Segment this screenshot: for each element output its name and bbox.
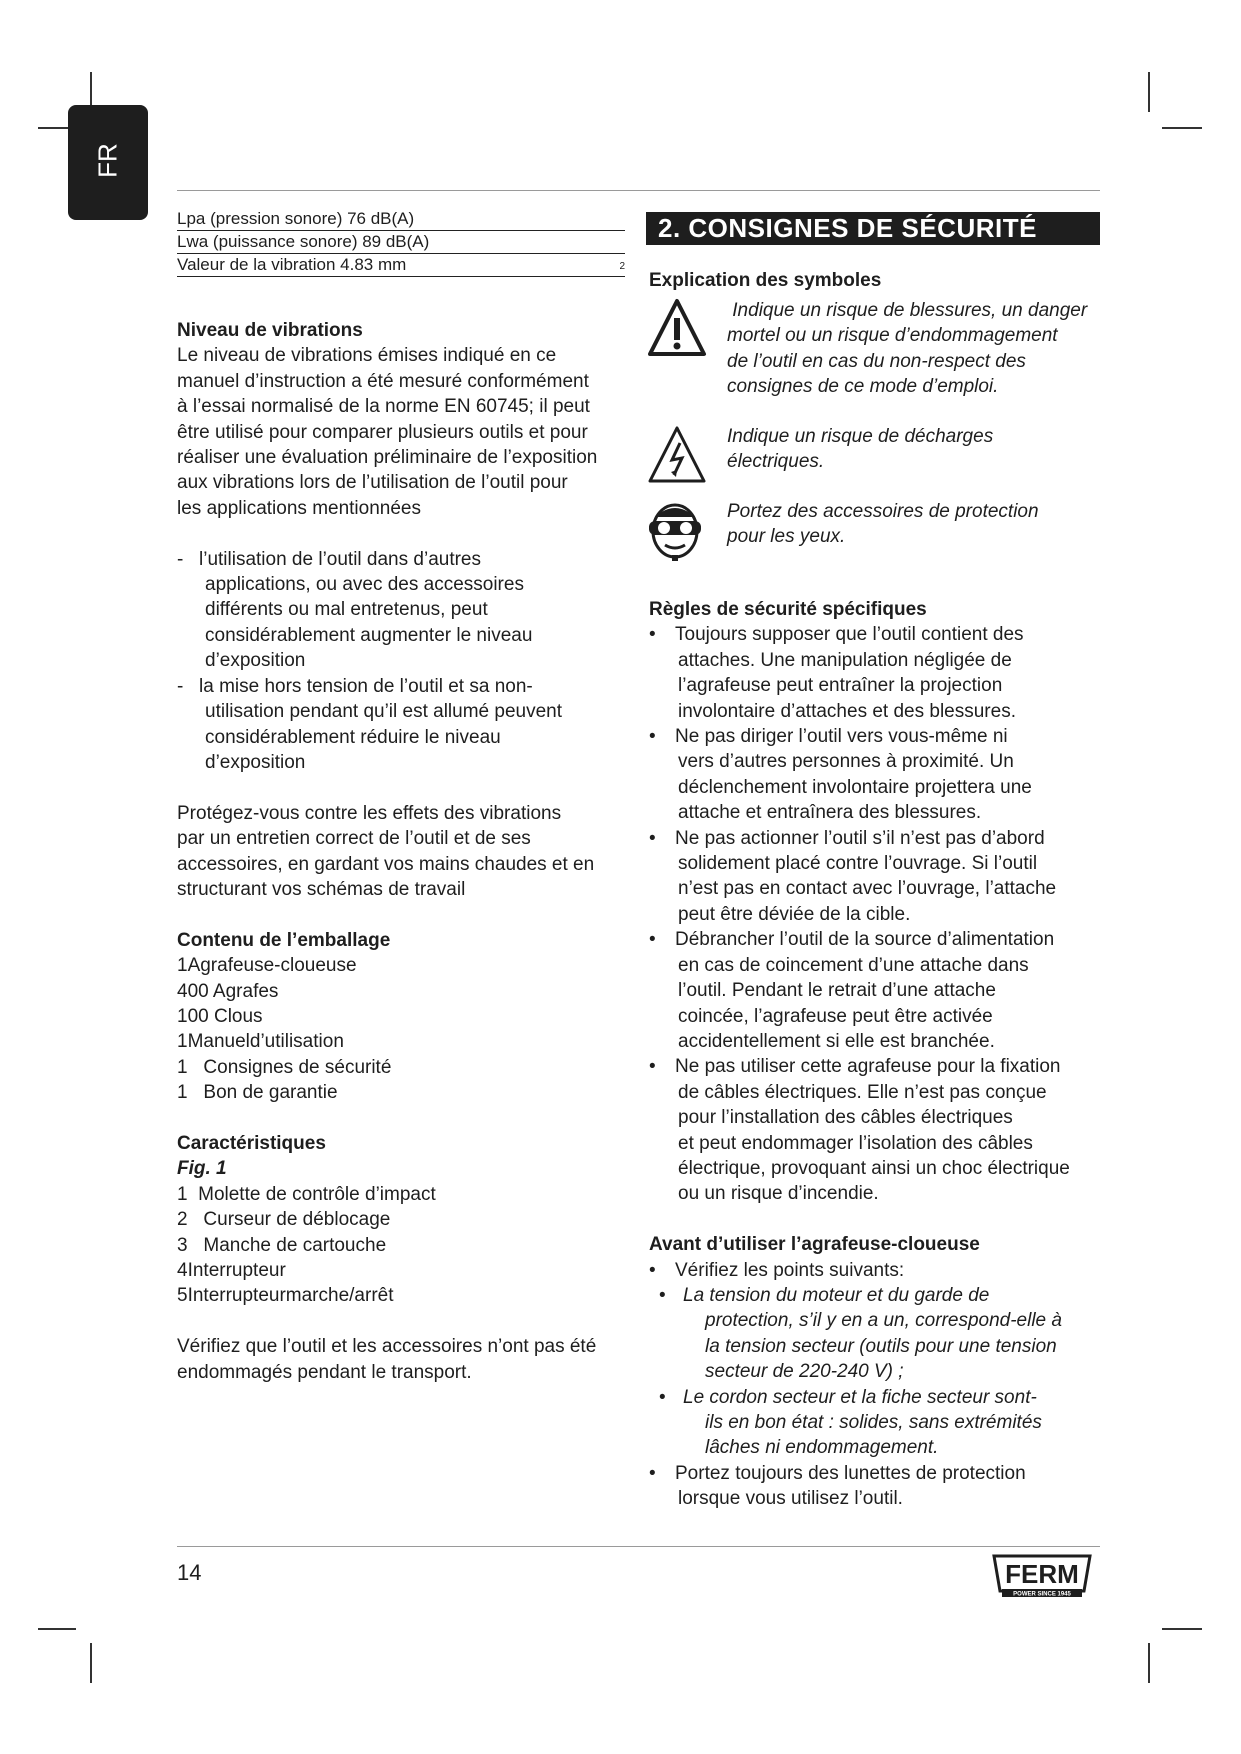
safety-goggles-icon — [647, 499, 703, 561]
crop-mark — [1162, 127, 1202, 129]
list-item: 1 Bon de garantie — [177, 1082, 338, 1104]
left-column: Niveau de vibrations Le niveau de vibrations émises indiqué en ce manuel d’instruction a été mesuré conformément à l’essai normalisé de la norme EN 60745; il peut être utilisé pour comparer plusieurs outils et pour réaliser une évaluation préliminaire de l’exposition aux vibrations lors de l’utilisation de l’outil pour les applications mentionnées - l’utilisation de l’outil dans d’autres applications, ou avec des accessoires différents ou mal entretenus, peut considérablement augmenter le niveau d’exposition - la mise hors tension de l’outil et sa non- utilisation pendant qu’il est allumé peuvent considérablement réduire le niveau d’exposition Protégez-vous contre les effets des vibrations par un entretien correct de l’outil et de ses accessoires, en gardant vos mains chaudes et en structurant vos schémas de travail Contenu de l’emballage 1Agrafeuse-cloueuse 400 Agrafes 100 Clous 1Manueld’utilisation 1 Consignes de sécurité 1 Bon de garantie Caractéristiques Fig. 1 1 Molette de contrôle d’impact 2 Curseur de déblocage 3 Manche de cartouche 4Interrupteur 5Interrupteurmarche/arrêt Vérifiez que l’outil et les accessoires n’ont pas été endommagés pendant le transport. — [177, 318, 632, 1385]
list-item: 100 Clous — [177, 1005, 263, 1027]
list-item: 400 Agrafes — [177, 980, 279, 1002]
spec-row: Valeur de la vibration 4.83 mm 2 — [177, 254, 625, 277]
section-banner: 2. CONSIGNES DE SÉCURITÉ — [646, 212, 1100, 245]
bullet-item: • Ne pas utiliser cette agrafeuse pour la fixation de câbles électriques. Elle n’est pas conçue pour l’installation des câbles électriques et peut endommager l’isolation des câbles électrique, provoquant ainsi un choc électrique ou un risque d’incendie. — [649, 1056, 1070, 1205]
list-item: 3 Manche de cartouche — [177, 1234, 387, 1256]
right-column — [649, 597, 1104, 1512]
section-heading: Caractéristiques — [177, 1133, 326, 1154]
list-item: 5Interrupteurmarche/arrêt — [177, 1285, 394, 1307]
crop-mark — [1148, 1643, 1150, 1683]
warning-icon — [647, 298, 707, 358]
header-rule — [177, 190, 1100, 191]
footer-rule — [177, 1546, 1100, 1547]
symbol-description: Indique un risque de décharges électriques. — [727, 426, 994, 473]
crop-mark — [90, 1643, 92, 1683]
sub-bullet-item: • La tension du moteur et du garde de protection, s’il y en a un, correspond-elle à la tension secteur (outils pour une tension secteur de 220-240 V) ; — [659, 1284, 1062, 1383]
figure-ref: Fig. 1 — [177, 1158, 227, 1180]
symbols-heading: Explication des symboles — [649, 270, 882, 291]
symbol-description: Portez des accessoires de protection pour les yeux. — [727, 501, 1039, 548]
ferm-logo — [990, 1553, 1094, 1599]
list-item: 1Agrafeuse-cloueuse — [177, 955, 357, 977]
brand-tagline: POWER SINCE 1945 — [1013, 1591, 1071, 1598]
bullet-item: • Ne pas actionner l’outil s’il n’est pas d’abord solidement placé contre l’ouvrage. Si l’outil n’est pas en contact avec l’ouvrage, l’attache peut être déviée de la cible. — [649, 827, 1057, 925]
section-heading: Niveau de vibrations — [177, 320, 363, 341]
section-heading: Contenu de l’emballage — [177, 929, 391, 951]
list-item: 1Manueld’utilisation — [177, 1031, 344, 1053]
electric-shock-icon — [647, 425, 707, 485]
crop-mark — [1162, 1628, 1202, 1630]
crop-mark — [1148, 72, 1150, 112]
section-heading: Règles de sécurité spécifiques — [649, 599, 927, 620]
bullet-item: • Toujours supposer que l’outil contient des attaches. Une manipulation négligée de l’agrafeuse peut entraîner la projection involontaire d’attaches et des blessures. — [649, 624, 1024, 722]
symbol-description: Indique un risque de blessures, un danger mortel ou un risque d’endommagement de l’outil en cas du non-respect des consignes de ce mode d’emploi. — [727, 300, 1088, 398]
section-heading: Avant d’utiliser l’agrafeuse-cloueuse — [649, 1234, 980, 1256]
crop-mark — [38, 1628, 76, 1630]
dash-item: - l’utilisation de l’outil dans d’autres applications, ou avec des accessoires différents ou mal entretenus, peut considérablement augmenter le niveau d’exposition — [177, 548, 533, 672]
list-item: 2 Curseur de déblocage — [177, 1209, 391, 1231]
language-tab: FR — [68, 105, 148, 220]
list-item: 1 Molette de contrôle d’impact — [177, 1183, 436, 1205]
spec-table — [177, 208, 625, 277]
list-item: 4Interrupteur — [177, 1260, 286, 1282]
list-item: 1 Consignes de sécurité — [177, 1056, 392, 1078]
bullet-item: • Portez toujours des lunettes de protection lorsque vous utilisez l’outil. — [649, 1462, 1026, 1510]
bullet-item: • Débrancher l’outil de la source d’alimentation en cas de coincement d’une attache dans l’outil. Pendant le retrait d’une attache coincée, l’agrafeuse peut être activée accidentellement si elle est branchée. — [649, 929, 1055, 1052]
brand-name: FERM — [1005, 1559, 1079, 1589]
page-number: 14 — [177, 1560, 202, 1585]
sub-bullet-item: • Le cordon secteur et la fiche secteur sont- ils en bon état : solides, sans extrémités lâches ni endommagement. — [659, 1386, 1042, 1459]
dash-item: - la mise hors tension de l’outil et sa non- utilisation pendant qu’il est allumé peuvent considérablement réduire le niveau d’exposition — [177, 675, 563, 773]
bullet-item: • Ne pas diriger l’outil vers vous-même ni vers d’autres personnes à proximité. Un déclenchement involontaire projettera une attache et entraînera des blessures. — [649, 726, 1032, 824]
spec-row: Lpa (pression sonore) 76 dB(A) — [177, 208, 625, 231]
spec-row: Lwa (puissance sonore) 89 dB(A) — [177, 231, 625, 254]
bullet-item: • Vérifiez les points suivants: — [649, 1259, 905, 1281]
